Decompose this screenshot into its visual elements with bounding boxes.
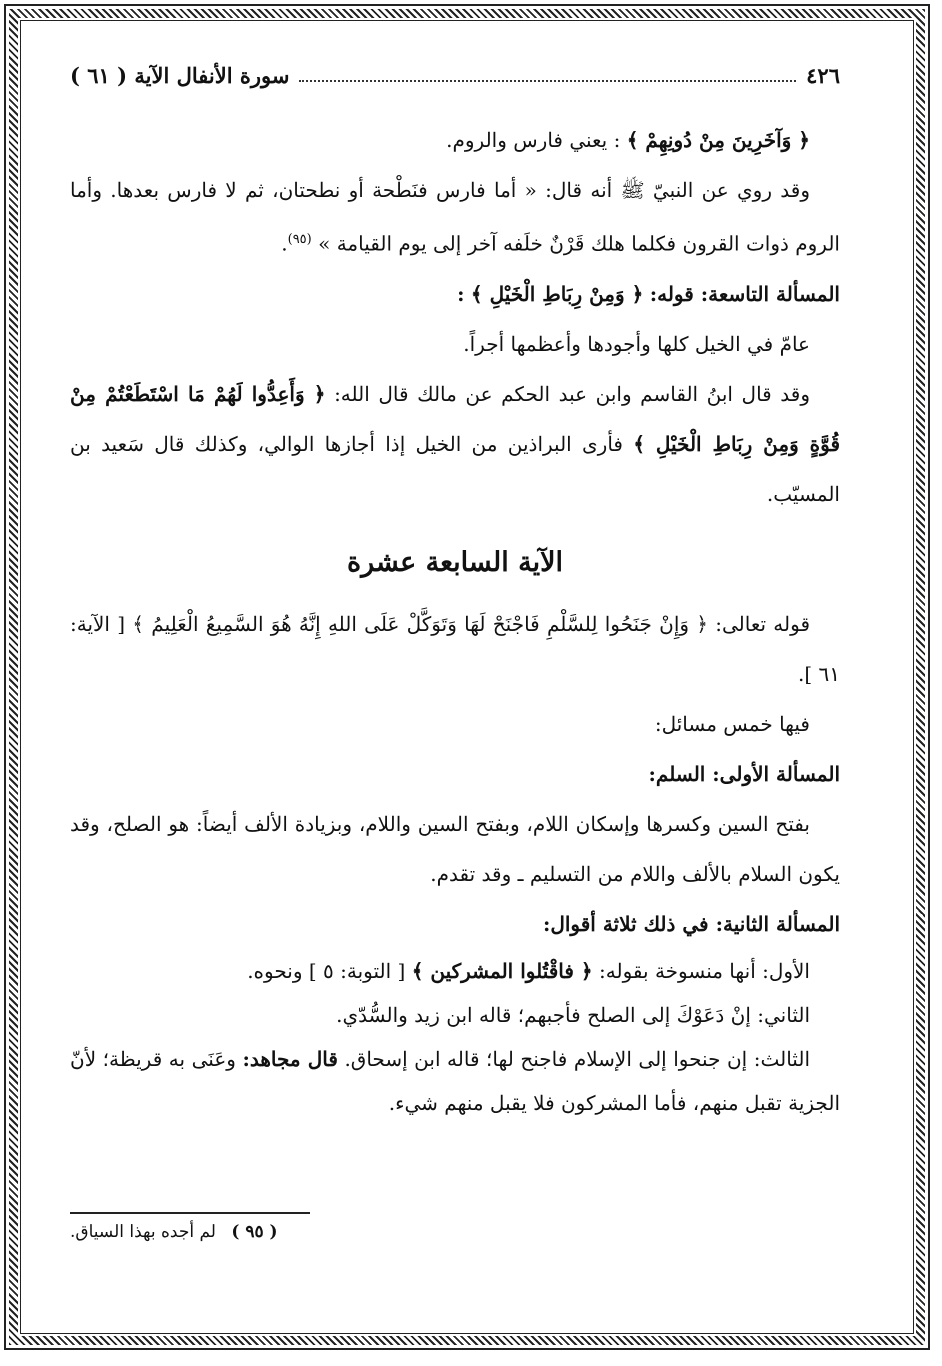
surah-title: سورة الأنفال الآية ( ٦١ ): [70, 62, 290, 88]
paragraph-horses: [70, 319, 840, 369]
paragraph-text: وقد قال ابنُ القاسم وابن عبد الحكم عن مالك قال الله:: [334, 381, 810, 406]
paragraph-text: الثاني: إنْ دَعَوْكَ إلى الصلح فأجبهم؛ قاله ابن زيد والسُّدّي.: [336, 1002, 810, 1027]
paragraph-text: وقد روي عن النبيّ ﷺ أنه قال: « أما فارس فنَطْحة أو نطحتان، ثم لا فارس بعدها. وأما الروم ذوات القرون فكلما هلك قَرْنٌ خلَفه آخر إلى يوم القيامة »: [70, 178, 840, 256]
paragraph-salm: [70, 799, 840, 899]
paragraph-malik: [70, 369, 840, 519]
quran-quote: ﴿ فاقْتُلوا المشركين ﴾: [411, 958, 593, 983]
paragraph-hadith: [70, 165, 840, 269]
quran-quote: ﴿ وَمِنْ رِبَاطِ الْخَيْلِ ﴾: [470, 281, 644, 306]
paragraph-text: وعَنَى به قريظة؛ لأنّ الجزية تقبل منهم، فأما المشركون فلا يقبل منهم شيء.: [70, 1046, 840, 1115]
masala-heading-label: المسألة التاسعة: قوله:: [649, 281, 840, 306]
footnote-divider: [70, 1212, 310, 1214]
paragraph-ayah-61: [70, 599, 840, 699]
paragraph-others: [70, 115, 840, 165]
quran-quote: ﴿ وَآخَرِينَ مِنْ دُونِهِمْ ﴾: [626, 128, 810, 152]
paragraph-first-opinion: [70, 949, 840, 993]
masala-9-heading: [70, 269, 840, 319]
paragraph-five-issues: [70, 699, 840, 749]
paragraph-text: قوله تعالى:: [715, 611, 811, 636]
masala-1-heading: [70, 749, 840, 799]
page-content: [70, 55, 840, 1125]
verse-reference: [ الآية: ٦١ ].: [70, 611, 840, 686]
footnote-number: ( ٩٥ ): [231, 1222, 278, 1242]
masala-heading-label: المسألة الأولى: السلم:: [648, 761, 840, 786]
paragraph-text: فأرى البراذين من الخيل إذا أجازها الوالي، وكذلك قال سَعيد بن المسيّب.: [70, 431, 840, 506]
paragraph-text: بفتح السين وكسرها وإسكان اللام، وبفتح السين واللام، وبزيادة الألف أيضاً: هو الصلح، وقد يكون السلام بالألف واللام من التسليم ـ وقد تقدم.: [70, 811, 840, 886]
heading-colon: :: [457, 281, 465, 306]
paragraph-third-opinion: [70, 1037, 840, 1125]
bold-attribution: قال مجاهد:: [242, 1046, 338, 1071]
paragraph-text: الثالث: إن جنحوا إلى الإسلام فاجنح لها؛ قاله ابن إسحاق.: [344, 1046, 810, 1071]
header-dot-leader: [299, 68, 796, 82]
quran-quote: ﴿ وَأَعِدُّوا لَهُمْ مَا اسْتَطَعْتُمْ مِنْ قُوَّةٍ وَمِنْ رِبَاطِ الْخَيْلِ ﴾: [70, 381, 841, 456]
footnote-reference[interactable]: (٩٥): [287, 232, 312, 247]
footnote: [70, 1222, 840, 1242]
masala-heading-label: المسألة الثانية: في ذلك ثلاثة أقوال:: [542, 911, 840, 936]
paragraph-text: فيها خمس مسائل:: [654, 711, 810, 736]
paragraph-end: .: [281, 231, 288, 256]
paragraph-text: الأول: أنها منسوخة بقوله:: [599, 958, 810, 983]
masala-2-heading: [70, 899, 840, 949]
verse-reference: [ التوبة: ٥ ] ونحوه.: [247, 958, 406, 983]
paragraph-text: : يعني فارس والروم.: [446, 128, 621, 152]
ayah-heading: الآية السابعة عشرة: [347, 546, 563, 578]
footnote-text: لم أجده بهذا السياق.: [70, 1222, 216, 1242]
paragraph-second-opinion: [70, 993, 840, 1037]
page-number: ٤٢٦: [806, 62, 840, 88]
paragraph-text: عامّ في الخيل كلها وأجودها وأعظمها أجراً.: [463, 331, 810, 356]
quran-quote: ﴿ وَإِنْ جَنَحُوا لِلسَّلْمِ فَاجْنَحْ لَهَا وَتَوَكَّلْ عَلَى اللهِ إِنَّهُ هُوَ السَّمِيعُ الْعَلِيمُ ﴾: [132, 611, 708, 636]
running-header: [70, 55, 840, 95]
